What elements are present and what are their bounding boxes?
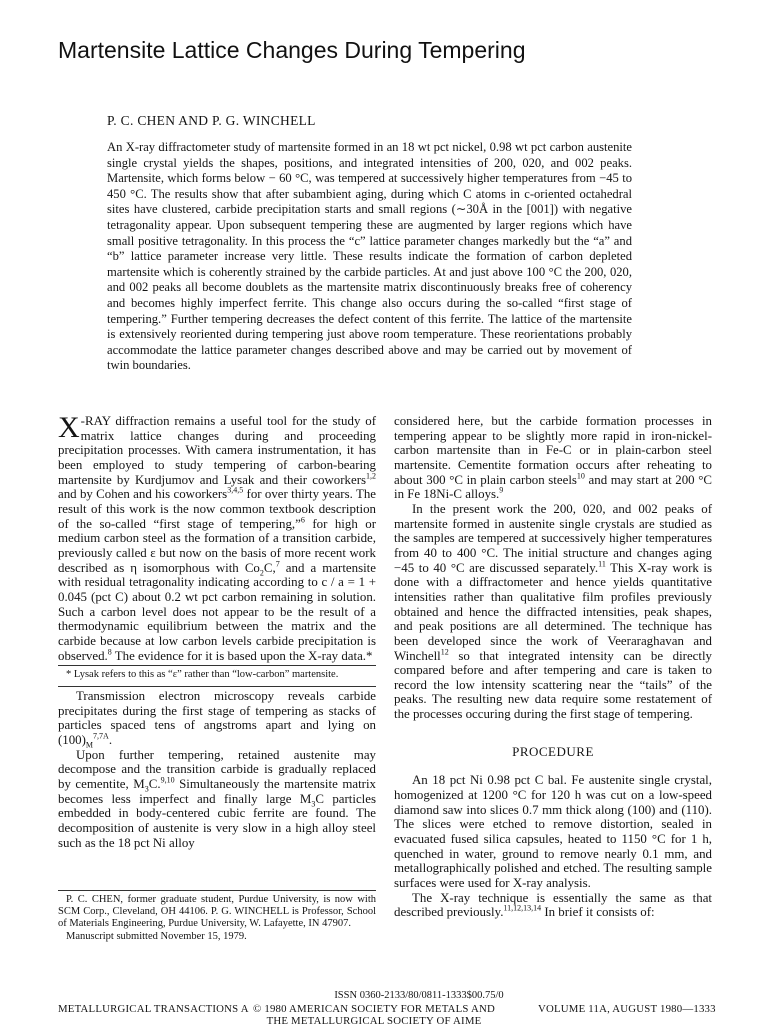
tempering-paragraph: Upon further tempering, retained austenite may decompose and the transition carbide is gradually replaced by cementite, $M_3C.^{9,10}$ Simultaneously the martensite matrix becomes less imperfect and finally large $M_3C$ particles embedded in body-centered cubic ferrite are found. The decomposition of austenite is very slow in a high alloy steel such as the 18 pct Ni alloy bbox=[58, 747, 377, 850]
article-authors: P. C. CHEN AND P. G. WINCHELL bbox=[107, 113, 316, 128]
continued-paragraph: considered here, but the carbide formation processes in tempering appear to be slightly more rapid in iron-nickel-carbon martensite than in Fe-C or in plain-carbon steel martensite. Cementite formation occurs after reheating to about 300 °C in plain carbon steels$^{10}$ and may start at 200 °C in Fe 18Ni-C alloys.$^9$ bbox=[394, 414, 712, 502]
left-column bbox=[58, 411, 377, 850]
star-footnote: * Lysak refers to this as “ε” rather than “low-carbon” martensite. bbox=[58, 665, 376, 687]
tem-paragraph: Transmission electron microscopy reveals carbide precipitates during the first stage of tempering as stacks of particles spaced tens of angstroms apart and lying on $(100)_M^{7,7A}$. bbox=[58, 689, 376, 750]
procedure-paragraph: An 18 pct Ni 0.98 pct C bal. Fe austenite single crystal, homogenized at 1200 °C for 120 h was cut on a low-speed diamond saw into slices 0.7 mm thick along (100) and (110). The slices were etched to remove distortion, sealed in evacuated fused silica capsules, heated to 1150 °C for 1 h, quenched in water, ground to remove nearly 0.1 mm, and metallographically polished and etched. The resulting sample surfaces were used for X-ray analysis. bbox=[394, 773, 712, 891]
article-title: Martensite Lattice Changes During Tempering bbox=[58, 37, 526, 63]
footer-copyright: © 1980 AMERICAN SOCIETY FOR METALS AND THE METALLURGICAL SOCIETY OF AIME bbox=[253, 1003, 495, 1024]
footer-issn: ISSN 0360-2133/80/0811-1333$00.75/0 bbox=[334, 990, 504, 1001]
author-affiliation bbox=[58, 890, 376, 943]
footer-journal: METALLURGICAL TRANSACTIONS A bbox=[58, 1003, 249, 1015]
section-heading-procedure: PROCEDURE bbox=[512, 743, 594, 759]
abstract: An X-ray diffractometer study of martensite formed in an 18 wt pct nickel, 0.98 wt pct carbon austenite single crystal yields the shapes, positions, and integrated intensities of 200, 020, and 002 peaks. Martensite, which forms below − 60 °C, was tempered at successively higher temperatures from −45 to 450 °C. The results show that after subambient aging, during which C atoms in c-oriented octahedral sites have clustered, carbide precipitation starts and small regions (∼30Å in the [001]) with negative tetragonality appear. Upon subsequent tempering these are augmented by larger regions which have small positive tetragonality. In this process the “c” lattice parameter changes markedly but the “a” and “b” lattice parameter increase very little. These results indicate the formation of carbon depleted martensite which is coherently strained by the carbide particles. At and just above 100 °C the 200, 020, and 002 peaks all become doublets as the martensite matrix discontinuously breaks free of coherency and becomes highly imperfect ferrite. This change also occurs during the so-called “first stage of tempering.” Further tempering decreases the defect content of this ferrite. The lattice of the martensite is extensively reoriented during tempering just above room temperature. These reorientations probably accommodate the lattice parameter changes described above and may be carried out by movement of twin boundaries. bbox=[107, 140, 632, 373]
right-column bbox=[394, 414, 712, 920]
affiliation-text: P. C. CHEN, former graduate student, Purdue University, is now with SCM Corp., Cleveland, OH 44106. P. G. WINCHELL is Professor, School of Materials Engineering, Purdue University, W. Lafayette, IN 47907. bbox=[58, 894, 376, 930]
present-work-paragraph: In the present work the 200, 020, and 002 peaks of martensite formed in austenite single crystals are studied as the samples are tempered at successively higher temperatures from 40 to 400 °C. The initial structure and changes aging −45 to 40 °C are discussed separately.$^{11}$ This X-ray work is done with a diffractometer and hence yields quantitative intensities rather than qualitative film profiles previously obtained and hence the diffracted intensities, peak shapes, and peak positions are all determined. The technique has been developed since the work of Veeraraghavan and Winchell$^{12}$ so that integrated intensity can be directly compared before and after tempering and care is taken to record the low intensity scattering near the “tails” of the peaks. The resulting new data require some restatement of the processes occuring during the first stage of tempering. bbox=[394, 501, 712, 722]
manuscript-date: Manuscript submitted November 15, 1979. bbox=[66, 930, 247, 942]
footer-volume: VOLUME 11A, AUGUST 1980—1333 bbox=[538, 1003, 716, 1015]
intro-paragraph: X -RAY diffraction remains a useful tool for the study of matrix lattice changes during and proceeding precipitation processes. With camera instrumentation, it has been employed to study tempering of carbon-bearing martensite by Kurdjumov and Lysak and their coworkers$^{1,2}$ and by Cohen and his coworkers$^{3,4,5}$ for over thirty years. The result of this work is the now common textbook description of the so-called “first stage of tempering,”$^6$ for high or medium carbon steel as the formation of a transition carbide, previously called ε but now on the basis of more recent work described as η isomorphous with $Co_2C,^7$ and a martensite with residual tetragonality indicating according to c / a = 1 + 0.045 (pct C) about 0.2 wt pct carbon remaining in solution. Such a carbon level does not appear to be the result of a thermodynamic equilibrium between the matrix and the carbide because at low carbon levels carbide precipitation is observed.$^8$ The evidence for it is based upon the X-ray data.* bbox=[58, 411, 377, 663]
technique-paragraph: The X-ray technique is essentially the same as that described previously.$^{11,12,13,14}$ In brief it consists of: bbox=[394, 890, 712, 920]
drop-cap: X bbox=[58, 411, 80, 444]
